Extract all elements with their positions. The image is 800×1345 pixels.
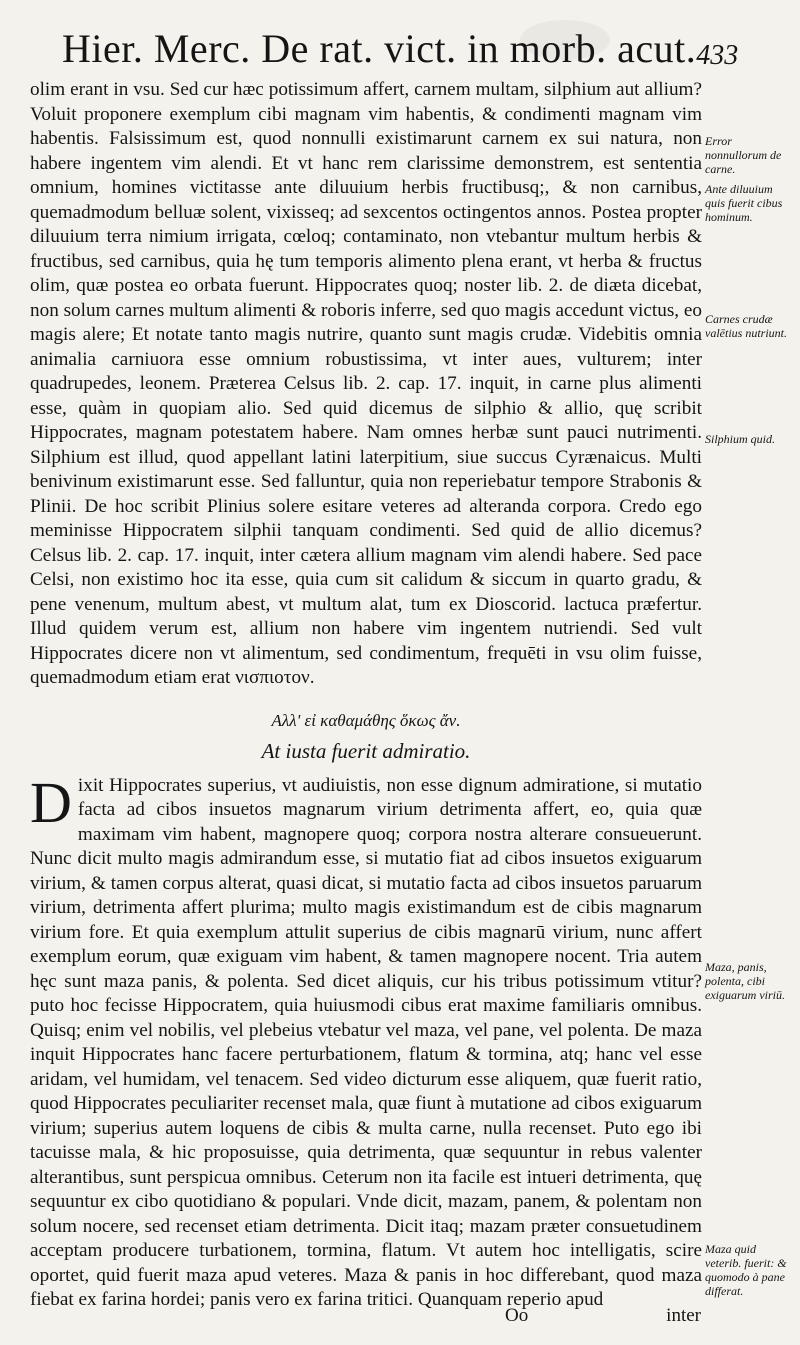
catchword: inter xyxy=(666,1305,701,1326)
margin-note-maza-panis: Maza, panis, polenta, cibi exiguarum viriū. xyxy=(705,960,785,1002)
latin-lemma: At iusta fuerit admiratio. xyxy=(261,739,471,763)
lemma-heading xyxy=(30,709,702,764)
margin-note-carnes-crudae: Carnes crudæ valētius nutriunt. xyxy=(705,312,787,340)
page-number: 433 xyxy=(696,40,739,71)
main-text xyxy=(30,78,702,1313)
running-header xyxy=(62,26,739,72)
drop-cap: D xyxy=(30,769,72,835)
catchword-line xyxy=(505,1305,701,1327)
margin-note-maza-quid: Maza quid veterib. fuerit: & quomodo à pane differat. xyxy=(705,1242,787,1298)
greek-lemma: Αλλ' εἰ καθαμάθης ὅκως ἄν. xyxy=(271,710,461,730)
paragraph-2-text: ixit Hippocrates superius, vt audiuistis, non esse dignum admiratione, si mutatio facta ad cibos insuetos magnarum virium detrimenta affert, eo, quia quæ maximam vim habent, magnopere quoq; corpora nostra alterare consueuerunt. Nunc dicit multo magis admirandum esse, si mutatio fiat ad cibos insuetos exiguarum virium, & tamen corpus alterat, quasi dicat, si mutatio facta ad cibos insuetos paruarum virium, detrimenta affert plurima; multo magis existimandum est de cibis magnarum virium fore. Et quia exemplum attulit superius de cibis magnarū virium, nunc affert exemplum eorum, quæ exiguam vim habent, & tamen magnopere nocent. Tria autem hęc sunt maza panis, & polenta. Sed dicet aliquis, cur his tribus potissimum vtitur? puto hoc fecisse Hippocratem, quia huiusmodi cibus erat maxime familiaris omnibus. Quisq; enim vel nobilis, vel plebeius vtebatur vel maza, vel pane, vel polenta. De maza inquit Hippocrates hanc facere perturbationem, flatum & tormina, atq; hanc vel esse aridam, vel humidam, vel tenacem. Sed video dicturum esse aliquem, quæ fuerit ratio, quod Hippocrates peculiariter recenset mala, quæ fiunt à mutatione ad cibos exiguarum virium; superius autem loquens de cibis & multa carne, nulla recenset. Puto ego ibi tacuisse mala, & hic proposuisse, quia detrimenta, quæ sequuntur in rebus valenter alterantibus, sunt perspicua omnibus. Ceterum non ita facile est intueri detrimenta, quę sequuntur ex cibo quotidiano & populari. Vnde dicit, mazam, panem, & polentam non solum nocere, sed recenset etiam detrimenta. Dicit itaq; mazam præter consuetudinem acceptam producere turbationem, tormina, flatum. Vt autem hoc intelligatis, scire oportet, quid fuerit maza apud veteres. Maza & panis in hoc differebant, quod maza fiebat ex farina hordei; panis vero ex farina tritici. Quanquam reperio apud xyxy=(30,774,702,1310)
margin-note-silphium: Silphium quid. xyxy=(705,432,776,446)
paragraph-2 xyxy=(30,769,702,1313)
signature-mark: Oo xyxy=(505,1305,529,1326)
running-title: Hier. Merc. De rat. vict. in morb. acut. xyxy=(62,26,697,71)
margin-note-error: Error nonnullorum de carne. xyxy=(705,134,782,176)
paragraph-1: olim erant in vsu. Sed cur hæc potissimum affert, carnem multam, silphium aut allium? Voluit proponere exemplum cibi magnam vim habentis, & condimenti magnam vim habentis. Falsissimum est, quod nonnulli existimarunt carnem ex sui natura, non habere ingentem vim alendi. Et vt hanc rem clarissime demonstrem, est sententia omnium, homines victitasse ante diluuium herbis fructibusq;, & non carnibus, quemadmodum belluæ solent, vixisseq; ad sexcentos octingentos annos. Postea propter diluuium terra nimium irrigata, cœloq; contaminato, non vtebantur multum herbis & fructibus, sed carnibus, quia hę tum temporis alimento plena erant, vt herba & fructus olim, quæ postea eo orbata fuerunt. Hippocrates quoq; noster lib. 2. de diæta dicebat, non solum carnes multum alimenti & roboris inferre, sed quo magis accedunt victus, eo magis alere; Et notate tanto magis nutrire, quanto sunt magis crudæ. Videbitis omnia animalia carniuora esse omnium robustissima, vt inter aues, vulturem; inter quadrupedes, leonem. Præterea Celsus lib. 2. cap. 17. inquit, in carne plus alimenti esse, quàm in quopiam alio. Sed quid dicemus de silphio & allio, quę scribit Hippocrates, magnam potestatem habere. Nam omnes herbæ sunt pauci nutrimenti. Silphium est illud, quod appellant latini laterpitium, siue succus Cyrænaicus. Multi benivinum existimarunt esse. Sed falluntur, quia non reperiebatur tempore Strabonis & Plinii. De hoc scribit Plinius solere esitare veteres ad alteranda corpora. Credo ego meminisse Hippocratem silphii tanquam condimenti. Sed quid de allio dicemus? Celsus lib. 2. cap. 17. inquit, inter cætera allium magnam vim alendi habere. Sed pace Celsi, non existimo hoc ita esse, quia cum sit calidum & siccum in quarto gradu, & pene venenum, multum abest, vt multum alat, tum ex Dioscorid. lactuca præfertur. Illud quidem verum est, allium non habere vim ingentem nutriendi. Sed vult Hippocrates dicere non vt alimentum, sed condimentum, frequēti in vsu olim fuisse, quemadmodum etiam erat νισπιοτον. xyxy=(30,79,702,688)
margin-note-ante-diluuium: Ante diluuium quis fuerit cibus hominum. xyxy=(705,182,783,224)
